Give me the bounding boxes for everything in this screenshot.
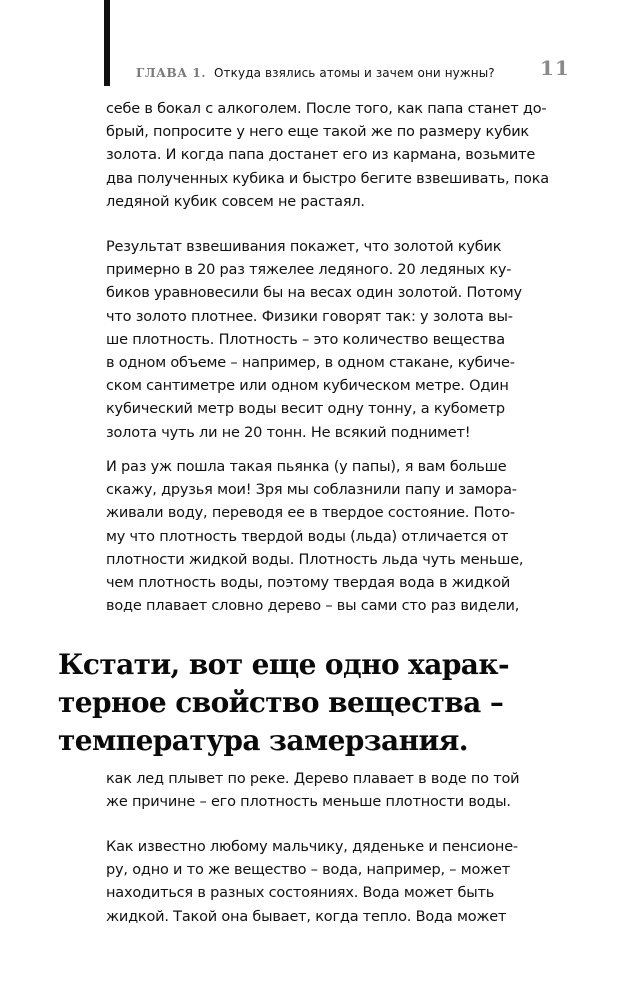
text-line: ру, одно и то же вещество – вода, например, – может [106,862,510,879]
pull-quote [58,646,578,760]
text-line: золота. И когда папа достанет его из кармана, возьмите [106,147,536,164]
text-line: два полученных кубика и быстро бегите взвешивать, пока [106,170,549,187]
text-line: И раз уж пошла такая пьянка (у папы), я вам больше [106,459,507,475]
text-line: ледяной кубик совсем не растаял. [106,193,365,210]
chapter-label: ГЛАВА 1. [136,66,207,80]
text-line: в одном объеме – например, в одном стакане, кубиче- [106,355,515,372]
text-line: плотности жидкой воды. Плотность льда чуть меньше, [106,551,524,568]
pull-quote-line: температура замерзания. [58,724,468,757]
pull-quote-line: Кстати, вот еще одно харак- [58,648,509,681]
text-line: себе в бокал с алкоголем. После того, как папа станет до- [106,101,547,117]
text-line: кубический метр воды весит одну тонну, а кубометр [106,401,505,418]
text-line: находиться в разных состояниях. Вода может быть [106,885,495,902]
text-line: биков уравновесили бы на весах один золотой. Потому [106,285,522,302]
page-number: 11 [540,56,570,80]
pull-quote-line: терное свойство вещества – [58,686,504,719]
paragraph-4 [106,768,546,814]
text-line: что золото плотнее. Физики говорят так: у золота вы- [106,308,513,325]
text-line: ском сантиметре или одном кубическом метре. Один [106,378,509,395]
running-header [136,66,495,80]
text-line: Как известно любому мальчику, дяденьке и пенсионе- [106,839,518,855]
text-line: золота чуть ли не 20 тонн. Не всякий поднимет! [106,424,471,441]
paragraph-5 [106,836,546,929]
text-line: же причине – его плотность меньше плотности воды. [106,794,511,811]
chapter-title: Откуда взялись атомы и зачем они нужны? [214,66,495,80]
text-line: ше плотность. Плотность – это количество вещества [106,331,505,348]
text-line: скажу, друзья мои! Зря мы соблазнили папу и замора- [106,482,517,499]
text-line: му что плотность твердой воды (льда) отличается от [106,528,509,545]
text-line: жидкой. Такой она бывает, когда тепло. Вода может [106,908,507,925]
text-line: как лед плывет по реке. Дерево плавает в воде по той [106,771,520,787]
text-line: чем плотность воды, поэтому твердая вода в жидкой [106,575,511,592]
text-line: Результат взвешивания покажет, что золотой кубик [106,239,502,255]
margin-rule [104,0,110,86]
paragraph-1 [106,98,549,214]
paragraph-2 [106,236,546,445]
paragraph-3 [106,456,546,618]
text-line: примерно в 20 раз тяжелее ледяного. 20 ледяных ку- [106,262,512,279]
text-line: воде плавает словно дерево – вы сами сто раз видели, [106,598,520,615]
text-line: брый, попросите у него еще такой же по размеру кубик [106,124,529,141]
text-line: живали воду, переводя ее в твердое состояние. Пото- [106,505,515,522]
